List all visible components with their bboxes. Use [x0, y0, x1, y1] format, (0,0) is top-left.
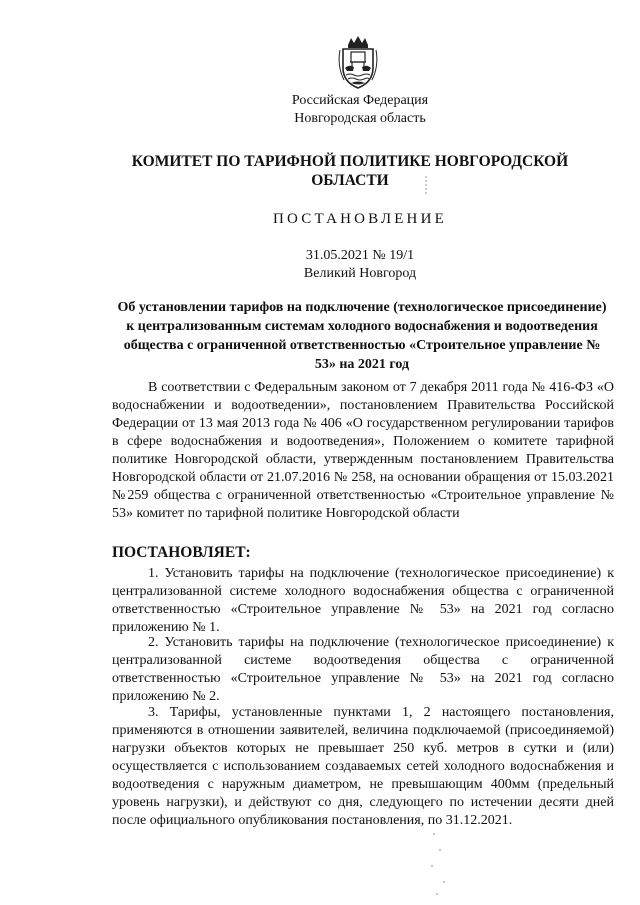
city: Великий Новгород	[303, 266, 417, 281]
item-3: 3. Тарифы, установленные пунктами 1, 2 настоящего постановления, применяются в отношении заявителей, величина подключаемой (присоединяемой) нагрузки объектов которых не превышает 250 куб. метров в сутки и (или) осуществляется с использованием создаваемых сетей холодного водоснабжения и водоотведения с наружным диаметром, не превышающим 400мм (предельный уровень нагрузки), и действуют со дня, следующего по истечении десяти дней после официального опубликования постановления, по 31.12.2021.	[112, 705, 614, 828]
scan-noise-icon	[424, 828, 464, 898]
document-subject: Об установлении тарифов на подключение (технологическое присоединение) к централизованным системам холодного водоснабжения и водоотведения общества с ограниченной ответственностью «Строительное управление № 53» на 2021 год	[117, 300, 607, 372]
committee-title-line1: КОМИТЕТ ПО ТАРИФНОЙ ПОЛИТИКЕ НОВГОРОДСКОЙ	[131, 153, 569, 170]
committee-title	[110, 152, 590, 190]
verdict-heading: ПОСТАНОВЛЯЕТ:	[112, 544, 251, 561]
country-name: Российская Федерация	[291, 93, 429, 108]
item-1: 1. Установить тарифы на подключение (технологическое присоединение) к централизованной системе холодного водоснабжения общества с ограниченной ответственностью «Строительное управление № 53» на 2021 год согласно приложению № 1.	[112, 566, 614, 635]
date-and-number	[230, 247, 490, 283]
scan-mark-icon	[422, 176, 430, 194]
item-2: 2. Установить тарифы на подключение (технологическое присоединение) к централизованной системе водоотведения общества с ограниченной ответственностью «Строительное управление № 53» на 2021 год согласно приложению № 2.	[112, 635, 614, 704]
preamble-paragraph: В соответствии с Федеральным законом от 7 декабря 2011 года № 416-ФЗ «О водоснабжении и водоотведении», постановлением Правительства Российской Федерации от 13 мая 2013 года № 406 «О государственном регулировании тарифов в сфере водоснабжения и водоотведения», Положением о комитете тарифной политике Новгородской области, утвержденным постановлением Правительства Новгородской области от 21.07.2016 № 258, на основании обращения от 15.03.2021 №259 общества с ограниченной ответственностью «Строительное управление № 53» комитет по тарифной политике Новгородской области	[112, 380, 614, 521]
coat-of-arms-icon	[336, 36, 380, 90]
date-number: 31.05.2021 № 19/1	[305, 248, 415, 263]
document-type: ПОСТАНОВЛЕНИЕ	[273, 211, 447, 227]
committee-title-line2: ОБЛАСТИ	[311, 172, 389, 189]
region-name: Новгородская область	[294, 111, 426, 126]
